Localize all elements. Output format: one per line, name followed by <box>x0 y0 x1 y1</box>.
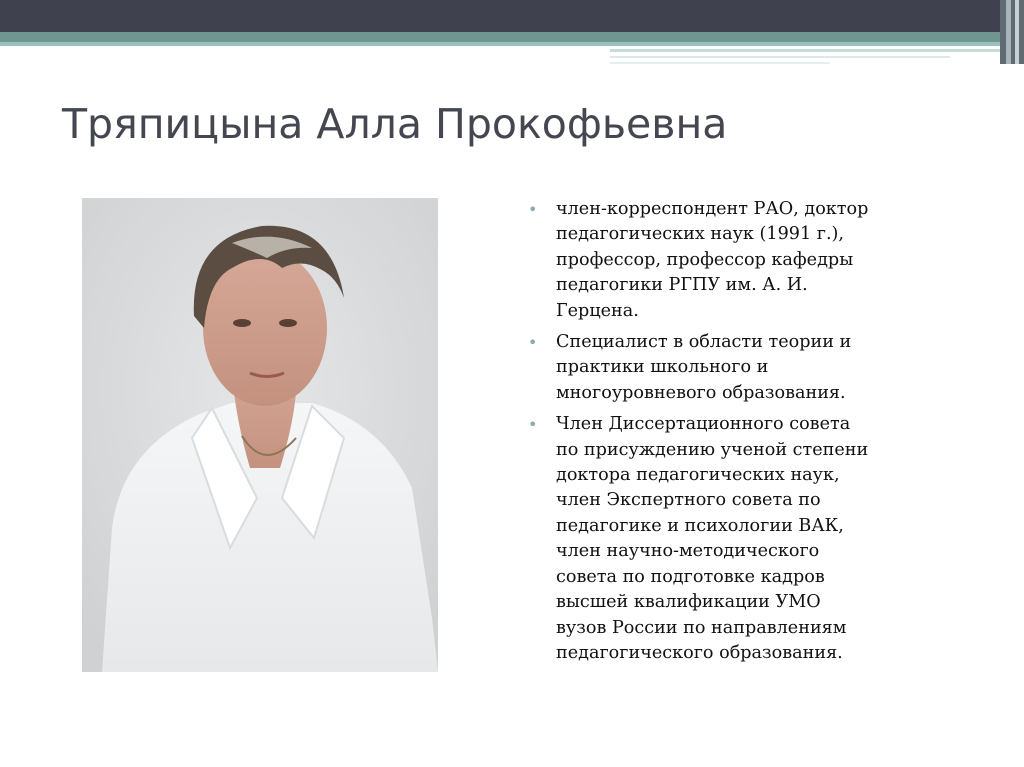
bullet-text <box>556 412 966 666</box>
text-line: педагогике и психологии ВАК, <box>556 515 844 536</box>
text-line: член научно-методического <box>556 541 820 562</box>
list-item <box>526 412 966 666</box>
text-line: практики школьного и <box>556 357 769 378</box>
bullet-icon: • <box>528 415 538 435</box>
text-line: член Экспертного совета по <box>556 490 821 511</box>
right-edge-decoration <box>1000 0 1024 64</box>
accent-line <box>610 56 950 58</box>
text-line: высшей квалификации УМО <box>556 592 821 613</box>
text-line: педагогических наук (1991 г.), <box>556 224 845 245</box>
top-band <box>0 0 1024 32</box>
list-item <box>526 330 966 406</box>
text-line: вузов России по направлениям <box>556 617 847 638</box>
portrait-photo <box>82 198 438 672</box>
text-line: член-корреспондент РАО, доктор <box>556 199 869 219</box>
text-line: по присуждению ученой степени <box>556 439 869 460</box>
bullet-list <box>526 197 966 672</box>
bullet-icon: • <box>528 333 538 353</box>
text-line: педагогики РГПУ им. А. И. <box>556 275 808 296</box>
text-line: Герцена. <box>556 300 639 321</box>
text-line: Специалист в области теории и <box>556 332 852 353</box>
bullet-icon: • <box>528 200 538 219</box>
text-line: Член Диссертационного совета <box>556 414 851 435</box>
accent-line <box>610 62 830 64</box>
portrait-illustration <box>82 198 438 672</box>
list-item <box>526 197 966 324</box>
right-edge-decoration <box>1006 0 1011 64</box>
accent-line <box>610 49 1000 52</box>
text-line: профессор, профессор кафедры <box>556 249 854 270</box>
teal-band <box>0 32 1000 42</box>
text-line: многоуровневого образования. <box>556 382 846 403</box>
bullet-text <box>556 197 966 324</box>
right-edge-decoration <box>1015 0 1019 64</box>
text-line: педагогического образования. <box>556 642 843 663</box>
text-line: совета по подготовке кадров <box>556 566 825 587</box>
bullet-text <box>556 330 966 406</box>
teal-light-band <box>0 42 1000 46</box>
text-line: доктора педагогических наук, <box>556 465 840 486</box>
slide-title: Тряпицына Алла Прокофьевна <box>62 100 728 148</box>
